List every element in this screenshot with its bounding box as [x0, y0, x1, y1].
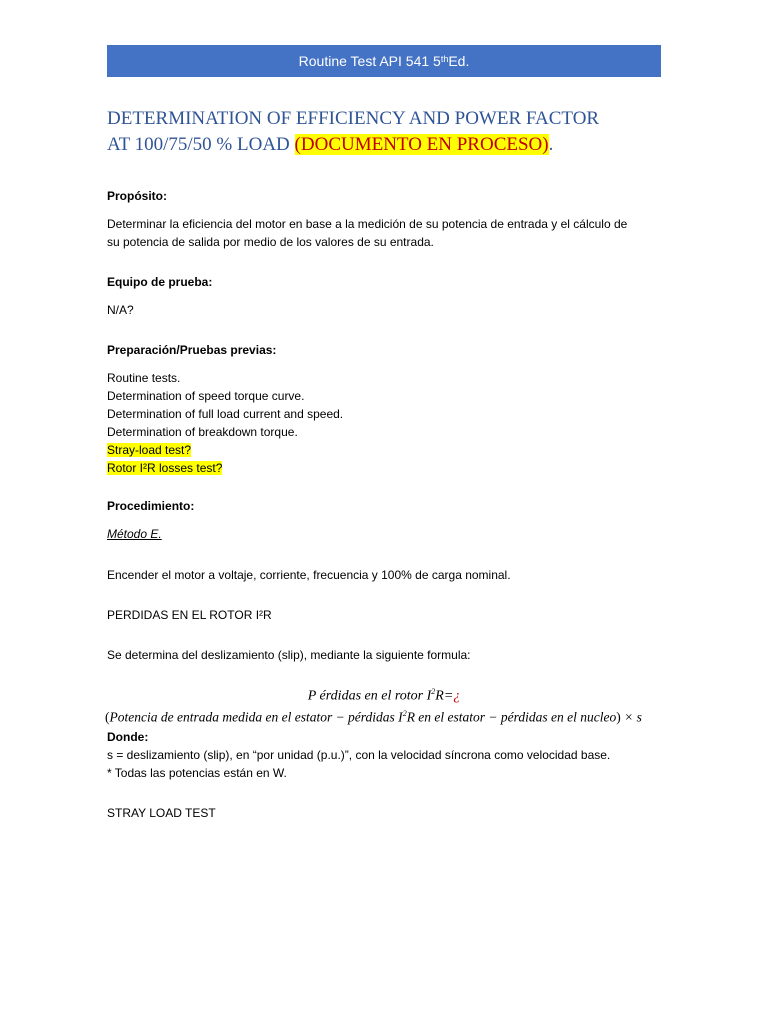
donde-line-1: s = deslizamiento (slip), en “por unidad (p.u.)”, con la velocidad síncrona como velocidad base. — [107, 748, 611, 762]
proposito-heading: Propósito: — [107, 189, 167, 203]
proposito-line-2: su potencia de salida por medio de los valores de su entrada. — [107, 235, 434, 249]
formula-line-2-tail: × s — [624, 709, 642, 725]
banner-suffix: Ed. — [448, 53, 470, 69]
donde-line-2: * Todas las potencias están en W. — [107, 766, 287, 780]
preparacion-item: Determination of speed torque curve. — [107, 389, 305, 403]
preparacion-item: Determination of full load current and speed. — [107, 407, 344, 421]
equipo-text: N/A? — [107, 303, 134, 317]
rotor-losses-heading: PERDIDAS EN EL ROTOR I²R — [107, 608, 272, 622]
preparacion-list — [107, 369, 667, 477]
donde-text — [107, 746, 667, 782]
preparacion-item: Routine tests. — [107, 371, 181, 385]
formula-line-2-part2: R en el estator − pérdidas en el nucleo — [406, 709, 617, 725]
method-label — [107, 525, 667, 543]
proposito-text — [107, 215, 667, 251]
banner-text: Routine Test API 541 5 — [298, 53, 441, 69]
title-line-2 — [107, 132, 667, 158]
procedimiento-instruction: Encender el motor a voltaje, corriente, frecuencia y 100% de carga nominal. — [107, 568, 511, 582]
preparacion-highlighted-item: Rotor I²R losses test? — [107, 461, 223, 475]
formula-placeholder-mark: ¿ — [453, 688, 461, 704]
formula-intro: Se determina del deslizamiento (slip), mediante la siguiente formula: — [107, 648, 471, 662]
document-title — [107, 106, 667, 158]
title-line-2-prefix: AT 100/75/50 % LOAD — [107, 134, 295, 155]
title-line-2-suffix: . — [548, 134, 554, 155]
method-text: Método E. — [107, 527, 162, 541]
donde-heading: Donde: — [107, 730, 149, 744]
title-line-1: DETERMINATION OF EFFICIENCY AND POWER FACTOR — [107, 108, 600, 129]
title-highlight: (DOCUMENTO EN PROCESO) — [294, 134, 549, 155]
stray-load-heading: STRAY LOAD TEST — [107, 806, 216, 820]
preparacion-heading: Preparación/Pruebas previas: — [107, 343, 277, 357]
formula-line-1-left: P érdidas en el rotor I — [307, 688, 432, 704]
formula-line-2-part1: Potencia de entrada medida en el estator − pérdidas I — [109, 709, 403, 725]
preparacion-highlighted-item: Stray-load test? — [107, 443, 192, 457]
banner-superscript: th — [440, 54, 449, 64]
procedimiento-heading: Procedimiento: — [107, 499, 195, 513]
formula-line-2-exp: 2 — [402, 709, 407, 718]
preparacion-item: Determination of breakdown torque. — [107, 425, 298, 439]
formula-line-1-right: R= — [435, 688, 454, 704]
formula-line-2: (Potencia de entrada medida en el estator − pérdidas $I^2R$ en el estator − pérdidas en el nucleo) × s — [105, 709, 642, 725]
equipo-heading: Equipo de prueba: — [107, 275, 213, 289]
formula-line-1-exp: 2 — [431, 687, 436, 696]
proposito-line-1: Determinar la eficiencia del motor en base a la medición de su potencia de entrada y el cálculo de — [107, 217, 628, 231]
formula-line-1 — [0, 687, 768, 705]
document-header-banner — [107, 45, 661, 77]
